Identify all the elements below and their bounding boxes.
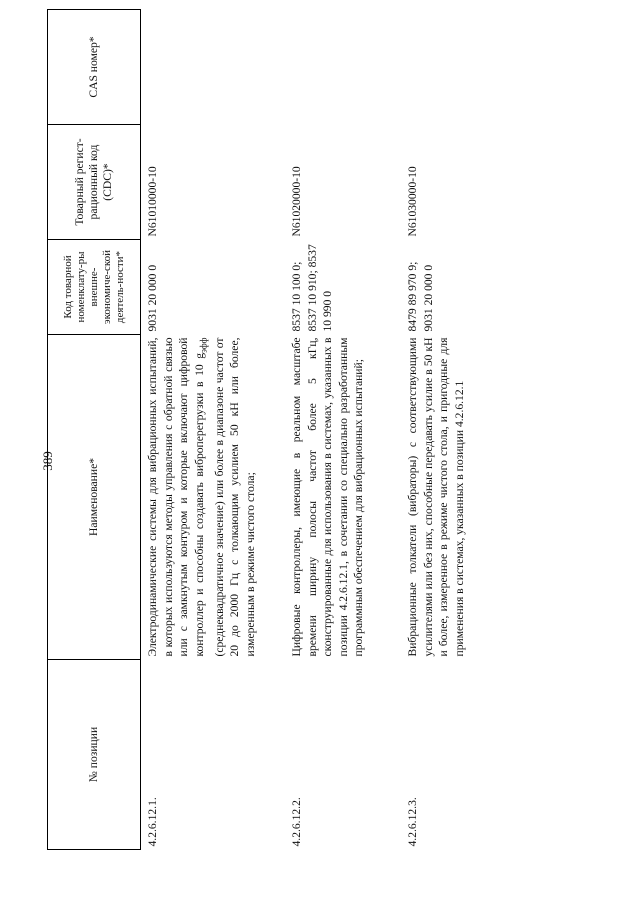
- position-cell: 4.2.6.12.1.: [146, 797, 159, 847]
- tnved-cell: 8537 10 100 0; 8537 10 910; 8537 10 990 0: [290, 244, 335, 332]
- header-cdc-code: Товарный регист-рационный код (CDC)*: [48, 125, 141, 240]
- cas-cell: [285, 10, 401, 125]
- tnved-cell: 9031 20 000 0: [146, 264, 159, 332]
- position-cell: 4.2.6.12.3.: [406, 797, 419, 847]
- table-row: [141, 10, 286, 850]
- rotated-table-container: [47, 10, 547, 850]
- name-cell: Электродинамические системы для вибрационных испытаний, в которых используются методы управления с обратной связью или с замкнутым контуром и которые включают цифровой контроллер и способны создавать виброперегрузки в 10 $g_{эфф}$ (среднеквадратичное значение) или более в диапазоне частот от 20 до 2000 Гц с толкающим усилием 50 кН или более, измеренным в режиме чистого стола;: [146, 337, 257, 657]
- name-cell: Цифровые контроллеры, имеющие в реальном масштабе времени ширину полосы частот более 5 кГц, сконструированные для использования в системах, указанных в позиции 4.2.6.12.1, в сочетании со специально разработанным программным обеспечением для вибрационных испытаний;: [290, 337, 366, 657]
- position-cell: 4.2.6.12.2.: [290, 797, 303, 847]
- cas-cell: [141, 10, 286, 125]
- name-cell: Вибрационные толкатели (вибраторы) с соответствующими усилителями или без них, способные передавать усилие в 50 кН и более, измеренное в режиме чистого стола, и пригодные для применения в системах, указанных в позиции 4.2.6.12.1: [406, 337, 466, 657]
- header-row: [48, 10, 141, 850]
- cas-cell: [401, 10, 515, 125]
- tnved-cell: 8479 89 970 9; 9031 20 000 0: [406, 261, 435, 332]
- header-name: Наименование*: [48, 335, 141, 660]
- header-position: № позиции: [48, 660, 141, 850]
- header-cas-number: CAS номер*: [48, 10, 141, 125]
- header-tnved-code: Код товарной номенклату-ры внешне-экономиче-ской деятель-ности*: [48, 240, 141, 335]
- table-row: [401, 10, 515, 850]
- cdc-cell: N61020000-10: [290, 166, 303, 237]
- page-number: 389: [40, 451, 55, 471]
- table-row: [285, 10, 401, 850]
- goods-table: [47, 9, 515, 850]
- cdc-cell: N61030000-10: [406, 166, 419, 237]
- cdc-cell: N61010000-10: [146, 166, 159, 237]
